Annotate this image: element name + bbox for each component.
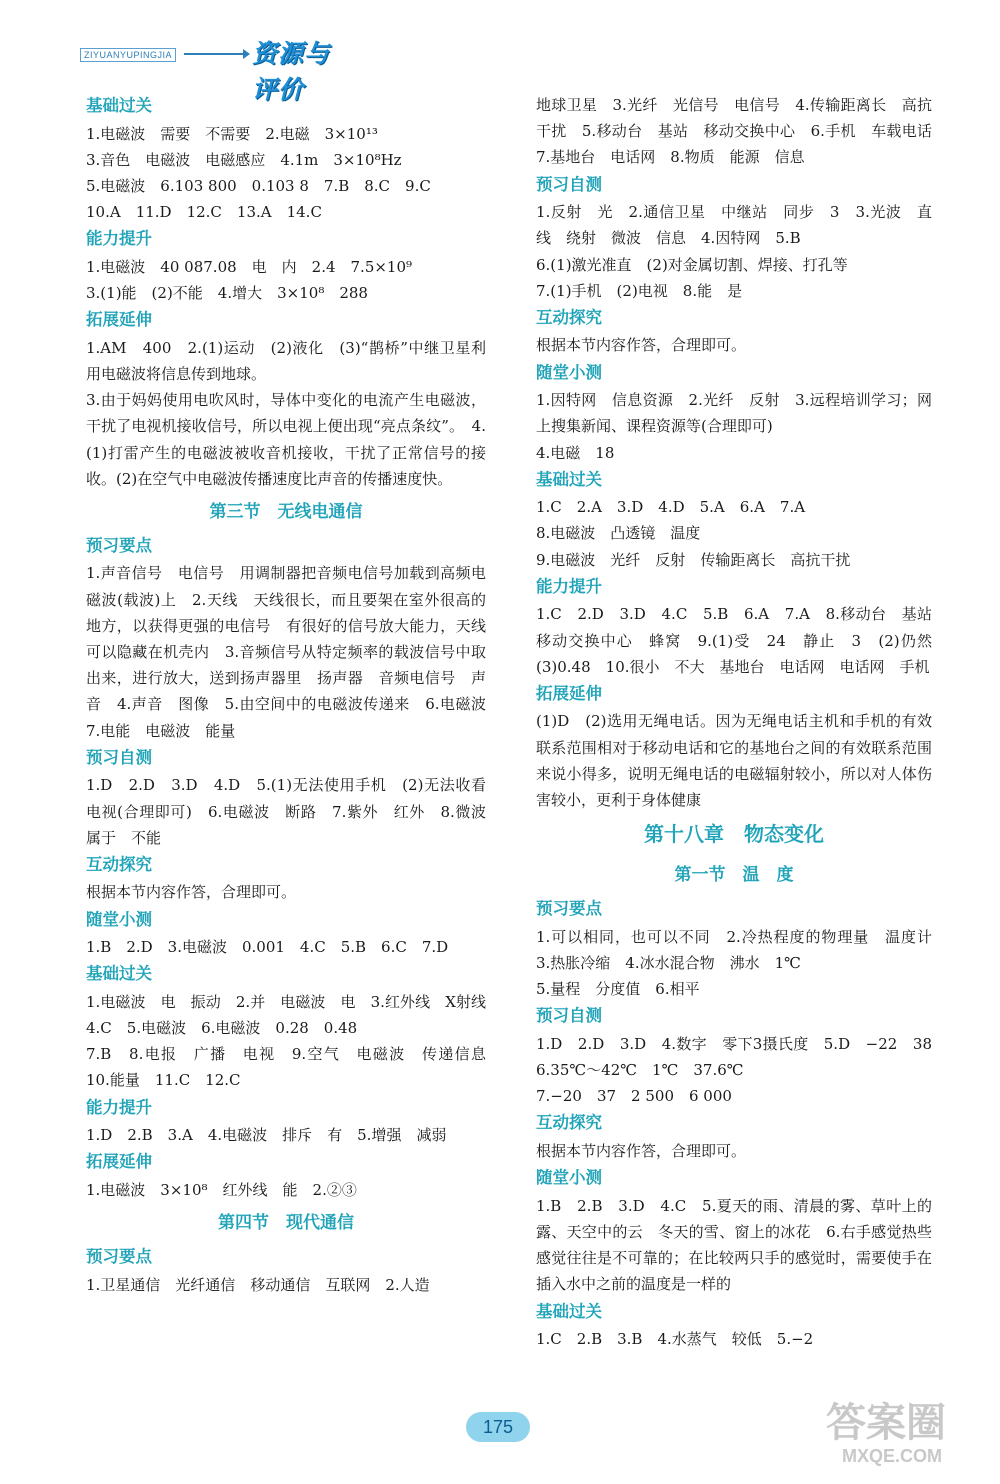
section-title: 第三节 无线电通信 — [209, 501, 363, 522]
right-column — [536, 92, 948, 1352]
answer-paragraph: (1)D (2)选用无绳电话。因为无绳电话主机和手机的有效联系范围相对于移动电话和它的基地台之间的有效联系范围来说小得多，说明无绳电话的电磁辐射较小，所以对人体伤害较小，更利于身体健康 — [536, 712, 932, 810]
subsection-heading: 预习要点 — [86, 535, 152, 555]
subsection-heading: 预习自测 — [536, 174, 602, 194]
subsection-heading: 互动探究 — [536, 307, 602, 327]
header-pinyin: ZIYUANYUPINGJIA — [80, 48, 176, 62]
answer-paragraph: 1.电磁波 电 振动 2.并 电磁波 电 3.红外线 X射线 4.C 5.电磁波 6.电磁波 0.28 0.48 — [86, 992, 502, 1038]
subsection-heading: 能力提升 — [536, 576, 602, 596]
answer-paragraph: 3.由于妈妈使用电吹风时，导体中变化的电流产生电磁波，干扰了电视机接收信号，所以电视上便出现“亮点条纹”。 4.(1)打雷产生的电磁波被收音机接收，干扰了正常信号的接收。(2)在空气中电磁波传播速度比声音的传播速度快。 — [86, 391, 486, 488]
answer-paragraph: 5.量程 分度值 6.相平 — [536, 980, 700, 999]
answer-paragraph: 6.(1)激光准直 (2)对金属切割、焊接、打孔等 — [536, 255, 848, 274]
watermark-logo: 答案圈 — [826, 1400, 946, 1446]
answer-paragraph: 3.音色 电磁波 电磁感应 4.1m 3×10⁸Hz — [86, 150, 402, 169]
answer-paragraph: 根据本节内容作答，合理即可。 — [86, 883, 297, 902]
page-number: 175 — [466, 1412, 530, 1442]
subsection-heading: 随堂小测 — [86, 909, 152, 929]
answer-paragraph: 根据本节内容作答，合理即可。 — [536, 1141, 747, 1160]
answer-paragraph: 1.AM 400 2.(1)运动 (2)液化 (3)“鹊桥”中继卫星利用电磁波将信息传到地球。 — [86, 338, 486, 383]
header-title: 资源与评价 — [252, 39, 331, 104]
subsection-heading: 互动探究 — [536, 1113, 602, 1133]
subsection-heading: 基础过关 — [86, 96, 152, 115]
subsection-heading: 拓展延伸 — [86, 310, 152, 330]
subsection-heading: 预习自测 — [536, 1006, 602, 1026]
answer-paragraph: 1.因特网 信息资源 2.光纤 反射 3.远程培训学习；网上搜集新闻、课程资源等(合理即可) — [536, 391, 932, 436]
answer-paragraph: 1.电磁波 3×10⁸ 红外线 能 2.②③ — [86, 1180, 357, 1199]
answer-paragraph: 1.反射 光 2.通信卫星 中继站 同步 3 3.光波 直线 绕射 微波 信息 4.因特网 5.B — [536, 203, 932, 248]
section-title: 第四节 现代通信 — [218, 1213, 354, 1234]
answer-paragraph: 1.D 2.D 3.D 4.D 5.(1)无法使用手机 (2)无法收看电视(合理即可) 6.电磁波 断路 7.紫外 红外 8.微波 属于 不能 — [86, 776, 502, 847]
subsection-heading: 基础过关 — [536, 469, 602, 489]
page-header — [80, 34, 350, 104]
answer-paragraph: 3.(1)能 (2)不能 4.增大 3×10⁸ 288 — [86, 284, 368, 303]
subsection-heading: 预习自测 — [86, 747, 152, 767]
chapter-title: 第十八章 物态变化 — [644, 822, 824, 847]
arrow-icon — [184, 53, 244, 55]
answer-paragraph: 1.卫星通信 光纤通信 移动通信 互联网 2.人造 — [86, 1275, 430, 1294]
answer-paragraph: 根据本节内容作答，合理即可。 — [536, 336, 747, 355]
subsection-heading: 基础过关 — [536, 1301, 602, 1321]
subsection-heading: 拓展延伸 — [536, 683, 602, 703]
answer-paragraph: 1.D 2.D 3.D 4.数字 零下3摄氏度 5.D −22 38 6.35℃～42℃ 1℃ 37.6℃ — [536, 1034, 948, 1080]
subsection-heading: 拓展延伸 — [86, 1152, 152, 1172]
answer-paragraph: 10.A 11.D 12.C 13.A 14.C — [86, 203, 322, 222]
answer-paragraph: 地球卫星 3.光纤 光信号 电信号 4.传输距离长 高抗干扰 5.移动台 基站 移动交换中心 6.手机 车载电话 7.基地台 电话网 8.物质 能源 信息 — [536, 96, 948, 167]
answer-paragraph: 4.电磁 18 — [536, 443, 615, 462]
answer-paragraph: 7.B 8.电报 广播 电视 9.空气 电磁波 传递信息 10.能量 11.C 12.C — [86, 1045, 502, 1090]
answer-paragraph: 1.电磁波 需要 不需要 2.电磁 3×10¹³ — [86, 124, 378, 143]
subsection-heading: 互动探究 — [86, 854, 152, 874]
answer-paragraph: 1.D 2.B 3.A 4.电磁波 排斥 有 5.增强 减弱 — [86, 1126, 447, 1145]
subsection-heading: 预习要点 — [536, 899, 602, 919]
answer-paragraph: 1.声音信号 电信号 用调制器把音频电信号加载到高频电磁波(载波)上 2.天线 天线很长，而且要架在室外很高的地方，以获得更强的电信号 有很好的信号放大能力，天线可以隐藏在机壳内 3.音频信号从特定频率的载波信号中取出来，进行放大，送到扬声器里 扬声器 音频电信号 声音 4.声音 图像 5.由空间中的电磁波传递来 6.电磁波 7.电能 电磁波 能量 — [86, 564, 502, 740]
answer-paragraph: 1.C 2.A 3.D 4.D 5.A 6.A 7.A — [536, 498, 806, 517]
answer-paragraph: 1.可以相同，也可以不同 2.冷热程度的物理量 温度计 3.热胀冷缩 4.冰水混合物 沸水 1℃ — [536, 927, 948, 972]
left-column — [86, 92, 502, 1298]
subsection-heading: 能力提升 — [86, 229, 152, 249]
answer-paragraph: 1.B 2.D 3.电磁波 0.001 4.C 5.B 6.C 7.D — [86, 938, 449, 957]
answer-paragraph: 8.电磁波 凸透镜 温度 — [536, 524, 701, 543]
subsection-heading: 预习要点 — [86, 1247, 152, 1267]
answer-paragraph: 7.−20 37 2 500 6 000 — [536, 1087, 732, 1106]
subsection-heading: 随堂小测 — [536, 362, 602, 382]
answer-paragraph: 9.电磁波 光纤 反射 传输距离长 高抗干扰 — [536, 550, 851, 569]
answer-paragraph: 1.电磁波 40 087.08 电 内 2.4 7.5×10⁹ — [86, 257, 413, 276]
answer-paragraph: 5.电磁波 6.103 800 0.103 8 7.B 8.C 9.C — [86, 176, 431, 195]
section-title: 第一节 温 度 — [674, 865, 794, 886]
answer-paragraph: 1.C 2.D 3.D 4.C 5.B 6.A 7.A 8.移动台 基站 移动交换中心 蜂窝 9.(1)受 24 静止 3 (2)仍然 (3)0.48 10.很小 不大 基地台 电话网 电话网 手机 — [536, 605, 948, 676]
answer-paragraph: 1.B 2.B 3.D 4.C 5.夏天的雨、清晨的雾、草叶上的露、天空中的云 冬天的雪、窗上的冰花 6.右手感觉热些 感觉往往是不可靠的；在比较两只手的感觉时，需要使手在插入水中之前的温度是一样的 — [536, 1196, 948, 1294]
subsection-heading: 随堂小测 — [536, 1168, 602, 1188]
answer-paragraph: 7.(1)手机 (2)电视 8.能 是 — [536, 281, 743, 300]
answer-paragraph: 1.C 2.B 3.B 4.水蒸气 较低 5.−2 — [536, 1330, 814, 1348]
watermark-url: MXQE.COM — [842, 1446, 943, 1466]
subsection-heading: 基础过关 — [86, 964, 152, 984]
subsection-heading: 能力提升 — [86, 1097, 152, 1117]
